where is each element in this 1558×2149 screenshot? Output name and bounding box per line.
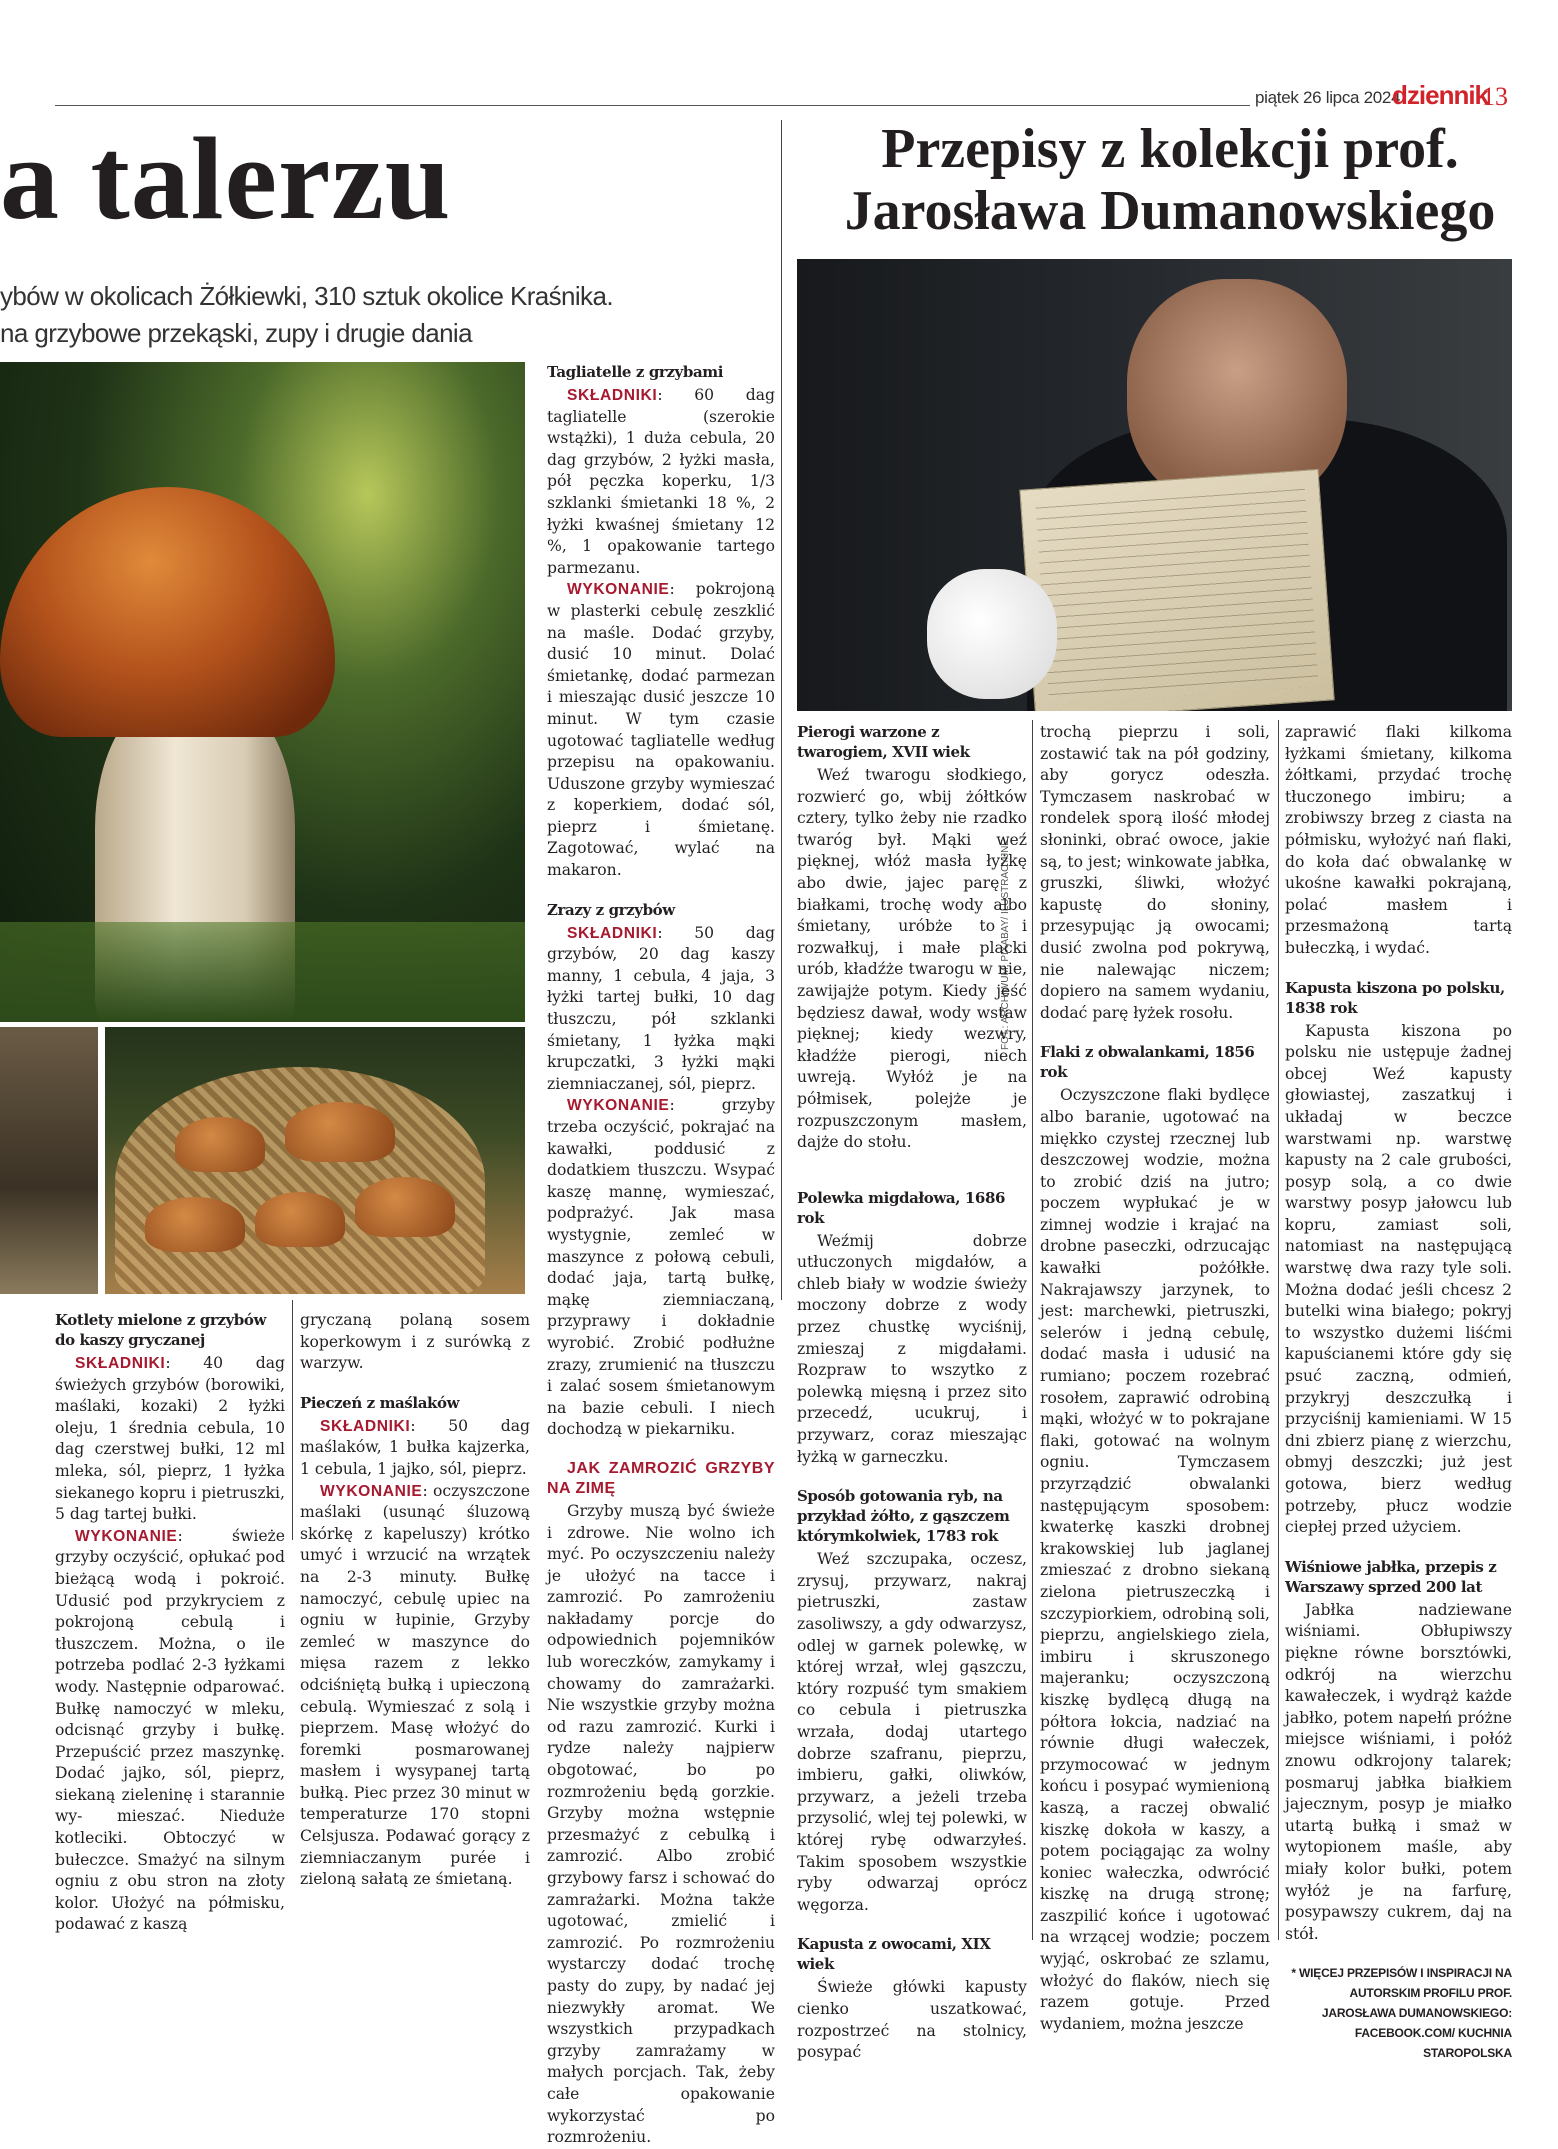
old-manuscript — [1019, 469, 1334, 711]
headline-line: Przepisy z kolekcji prof. — [881, 118, 1459, 180]
recipe-ingredients — [547, 385, 775, 579]
recipe-body: Weź twarogu słodkiego, rozwierć go, wbij żółtków cztery, tylko żeby nie rzadko twaróg był. Mąki weź pięknej, włóż masła łyżkę abo dwie, jajec parę z białkami, trochę wody albo śmietany, uróbże to i rozwałkuj, i małe placki urób, kładźże twarogu w nie, zawijajże potym. Kiedy jeść będziesz dawał, wody wstaw pięknej; kiedy wezwry, kładźże pierogi, niech uwreją. Wyłóż je na półmisek, polejże je rozpuszczonym masłem, dajże do stołu. — [797, 766, 1027, 1152]
ingredients-text: : 60 dag tagliatelle (szerokie wstążki), 1 duża cebula, 20 dag grzybów, 2 łyżki masła, pół pęczka koperku, 1/3 szklanki śmietanki 18 %, 2 łyżki kwaśnej śmietany 12 %, 1 opakowanie tartego parmezanu. — [547, 386, 775, 577]
ingredients-text: : 40 dag świeżych grzybów (borowiki, maślaki, kozaki) 2 łyżki oleju, 1 średnia cebula, 10 dag czerstwej bułki, 12 ml mleka, sól, pieprz, 1 łyżka siekanego kopru i pietruszki, 5 dag tartej bułki. — [55, 1354, 285, 1524]
recipe-body: Świeże główki kapusty cienko uszatkować, rozpostrzeć na stolnicy, posypać — [797, 1978, 1027, 2062]
ingredients-label: SKŁADNIKI — [567, 387, 658, 404]
mushroom-cap — [0, 487, 335, 737]
recipe-title: Flaki z obwalankami, 1856 rok — [1040, 1043, 1255, 1082]
recipe-method — [547, 579, 775, 881]
recipe-title: Pierogi warzone z twarogiem, XVII wiek — [797, 723, 970, 761]
column-2 — [300, 1310, 530, 1891]
recipe-method — [300, 1481, 530, 1891]
facebook-promo-note: * WIĘCEJ PRZEPISÓW I INSPIRACJI NA AUTORSKIM PROFILU PROF. JAROSŁAWA DUMANOWSKIEGO: FACEBOOK.COM/ KUCHNIA STAROPOLSKA — [1291, 1966, 1512, 2061]
recipe-body: Jabłka nadziewane wiśniami. Obłupiwszy piękne równe borsztówki, odkrój na wierzchu kawałeczek, i wydrąż każde jabłko, potem napełń próżne miejsce wiśniami, i połóż znowu odkrojony talarek; posmaruj jabłka białkiem jajecznym, posyp je miałko utartą bułką i smaż w wytopionem maśle, aby miały kolor bułki, potem wyłóż je na farfurę, posypawszy cukrem, daj na stół. — [1285, 1600, 1512, 1943]
recipe-title: Tagliatelle z grzybami — [547, 363, 724, 381]
photo-credit: FOT.: ARCHIWUM, PIXABAY/ ILUSTRACYJNE — [1000, 839, 1011, 1050]
recipe-title: Zrazy z grzybów — [547, 900, 675, 919]
recipe-ingredients — [55, 1353, 285, 1526]
white-glove — [927, 569, 1057, 699]
method-label: WYKONANIE — [320, 1482, 423, 1500]
mushroom — [145, 1197, 245, 1252]
knife-photo — [0, 1027, 98, 1294]
recipe-title: Polewka migdałowa, 1686 rok — [797, 1188, 1006, 1227]
deck-line: ybów w okolicach Żółkiewki, 310 sztuk okolice Kraśnika. — [0, 281, 613, 311]
column-6 — [1285, 722, 1512, 2063]
mushroom — [255, 1192, 345, 1247]
column-divider — [292, 1300, 293, 1540]
recipe-title: Wiśniowe jabłka, przepis z Warszawy sprzed 200 lat — [1285, 1557, 1497, 1596]
recipe-method-continued: gryczaną polaną sosem koperkowym i z surówką z warzyw. — [300, 1311, 530, 1373]
sidebar-body: Grzyby muszą być świeże i zdrowe. Nie wolno ich myć. Po oczyszczeniu należy je ułożyć na tacce i zamrozić. Po zamrożeniu nakładamy porcje do odpowiednich pojemników lub woreczków, zamykamy i chowamy do zamrażarki. Nie wszystkie grzyby można od razu zamrozić. Kurki i rydze należy najpierw obgotować, bo po rozmrożeniu będą gorzkie. Grzyby można wstępnie przesmażyć z cebulką i zamrozić. Albo zrobić grzybowy farsz i schować do zamrażarki. Można także ugotować, zmielić i zamrozić. Po rozmrożeniu wystarczy dodać trochę pasty do zupy, by nadać jej niezwykły aromat. We wszystkich przypadkach grzyby zamrażamy w małych porcjach. Tak, żeby całe opakowanie wykorzystać po rozmrożeniu. — [547, 1501, 775, 2147]
method-label: WYKONANIE — [567, 1097, 670, 1115]
ingredients-label: SKŁADNIKI — [567, 924, 658, 942]
recipe-title: Pieczeń z maślaków — [300, 1393, 460, 1412]
recipe-method — [547, 1095, 775, 1441]
recipe-body-continued: trochą pieprzu i soli, zostawić tak na pół godziny, aby gorycz odeszła. Tymczasem naskrobać w rondelek sporą ilość młodej słoninki, obrać owoce, jakie są, to jest; winkowate jabłka, gruszki, śliwki, włożyć kapustę do słoniny, przesypując ją owocami; dusić zwolna pod pokrywą, nie nalewając niczem; dopiero na samem wydaniu, dodać parę łyżek rosołu. — [1040, 723, 1270, 1022]
method-label: WYKONANIE — [567, 581, 670, 599]
recipe-title: Kapusta z owocami, XIX wiek — [797, 1935, 991, 1974]
column-3 — [547, 362, 775, 2149]
column-1 — [55, 1310, 285, 1936]
column-4 — [797, 722, 1027, 2064]
deck-line: na grzybowe przekąski, zupy i drugie dania — [0, 318, 472, 348]
column-divider — [1032, 720, 1033, 1940]
ingredients-label: SKŁADNIKI — [320, 1417, 411, 1435]
method-text: : świeże grzyby oczyścić, opłukać pod bieżącą wodą i pokroić. Udusić pod przykryciem z pokrojoną cebulą i tłuszczem. Można, o ile potrzeba podlać 2-3 łyżkami wody. Następnie odparować. Bułkę namoczyć w mleku, odcisnąć grzyby i bułkę. Przepuścić przez maszynkę. Dodać jajko, sól, pieprz, siekaną zieleninę i starannie wy- mieszać. Nieduże kotleciki. Obtoczyć w bułeczce. Smażyć na silnym ogniu z obu stron na złoty kolor. Ułożyć na półmisku, podawać z kaszą — [55, 1526, 285, 1934]
mushroom — [175, 1117, 265, 1172]
header-rule — [55, 105, 1250, 106]
ingredients-text: : 50 dag maślaków, 1 bułka kajzerka, 1 cebula, 1 jajko, sól, pieprz. — [300, 1416, 530, 1478]
issue-date: piątek 26 lipca 2024 — [1255, 88, 1401, 107]
left-headline: a talerzu — [0, 113, 452, 244]
right-headline — [790, 118, 1550, 242]
column-divider — [781, 120, 782, 1300]
ingredients-label: SKŁADNIKI — [75, 1355, 166, 1372]
method-text: : grzyby trzeba oczyścić, pokrajać na kawałki, poddusić z dodatkiem tłuszczu. Wsypać kaszę mannę, wymieszać, podprażyć. Jak masa wystygnie, zemleć w maszynce z połową cebuli, dodać jaja, tartą bułkę, mąkę ziemniaczaną, przyprawy i dokładnie wyrobić. Zrobić podłużne zrazy, zrumienić na tłuszczu i zalać sosem śmietanowym na bazie cebuli. I niech dochodzą w piekarniku. — [547, 1096, 775, 1439]
recipe-ingredients — [547, 923, 775, 1096]
recipe-body: Oczyszczone flaki bydlęce albo baranie, ugotować na miękko czystej rzecznej lub deszczowej wodzie, można to zrobić dziś na jutro; poczem wypłukać je w zimnej wodzie i krajać na drobne paseczki, odrzucając kawałki pożółkłe. Nakrajawszy jarzynek, to jest: marchewki, pietruszki, selerów i jedną cebulę, dodać masła i udusić na rumiano; poczem rozebrać rosołem, zaprawić odrobiną mąki, włożyć w to pokrajane flaki, gotować na wolnym ogniu. Tymczasem przyrządzić obwalanki następującym sposobem: kwaterkę kaszki drobnej krakowskiej lub jaglanej zmieszać z drobno siekaną zielona pietruszeczką i szczypiorkiem, odrobiną soli, pieprzu, angielskiego ziela, imbiru i skruszonego majeranku; oczyszczoną kiszkę bydlęcą długą na półtora łokcia, nadziać na równie długi wałeczek, przymocować w jednym końcu i posypać wymienioną kaszą, a raczej obwalić kiszkę dokoła w kaszy, a potem pociągając za wolny koniec wałeczka, odwrócić kiszkę na drugą stronę; zaszpilić końce i ugotować na wrzącej wodzie; poczem wyjąć, oskrobać ze szlamu, włożyć do flaków, niech się razem gotuje. Przed wydaniem, można jeszcze — [1040, 1086, 1270, 2033]
recipe-body: Weźmij dobrze utłuczonych migdałów, a chleb biały w wodzie świeży moczony dobrze z wody przez chustkę wyciśnij, zmieszaj z migdałami. Rozpraw to wszytko z polewką mięsną i przez sito przecedź, ucukruj, i przywarz, coraz mieszając łyżką w garneczku. — [797, 1231, 1027, 1466]
recipe-title: Kapusta kiszona po polsku, 1838 rok — [1285, 978, 1505, 1017]
left-deck — [0, 278, 613, 352]
ingredients-text: : 50 dag grzybów, 20 dag kaszy manny, 1 cebula, 4 jaja, 3 łyżki tartej bułki, 10 dag tłuszczu, pół szklanki śmietany, 1 łyżka mąki krupczatki, 3 łyżki mąki ziemniaczanej, sól, pieprz. — [547, 923, 775, 1093]
recipe-ingredients — [300, 1416, 530, 1481]
boletus-photo — [0, 362, 525, 1022]
method-text: : oczyszczone maślaki (usunąć śluzową skórkę z kapeluszy) krótko umyć i wrzucić na wrzątek na 2-3 minuty. Bułkę namoczyć, cebulę upiec na ogniu w łupinie, Grzyby zemleć w maszynce do mięsa razem z lekko odciśniętą bułką i upieczoną cebulą. Wymieszać z solą i pieprzem. Masę włożyć do foremki posmarowanej masłem i wysypanej tartą bułką. Piec przez 30 minut w temperaturze 170 stopni Celsjusza. Podawać gorący z ziemniaczanym purée i zieloną sałatą ze śmietaną. — [300, 1481, 530, 1889]
mushroom — [285, 1102, 395, 1162]
column-divider — [1278, 720, 1279, 1940]
mushroom — [355, 1177, 455, 1237]
basket-photo — [105, 1027, 525, 1294]
recipe-title: Kotlety mielone z grzybów do kaszy gryczanej — [55, 1311, 267, 1349]
moss — [0, 922, 525, 1022]
sidebar-heading: JAK ZAMROZIĆ GRZYBY NA ZIMĘ — [547, 1459, 775, 1497]
column-5 — [1040, 722, 1270, 2035]
headline-line: Jarosława Dumanowskiego — [844, 180, 1496, 242]
newspaper-logo: dziennik — [1392, 80, 1489, 110]
recipe-title: Sposób gotowania ryb, na przykład żółto, z gąszczem którymkolwiek, 1783 rok — [797, 1487, 1010, 1546]
recipe-method — [55, 1526, 285, 1936]
recipe-body: Weź szczupaka, oczesz, zrysuj, przywarz, nakraj pietruszki, zastaw zasoliwszy, a gdy odwarzysz, odlej w garnek polewkę, w której wrzał, wlej gąszczu, który rozpuść tym smakiem co cebula i pietruszka wrzała, dodaj utartego dobrze szafranu, pieprzu, imbieru, gałki, oliwków, przywarz, a jeżeli trzeba przysolić, wlej tej polewki, w której rybę odwarzyłeś. Takim sposobem wszystkie ryby odwarzaj oprócz węgorza. — [797, 1550, 1027, 1914]
recipe-body-continued: zaprawić flaki kilkoma łyżkami śmietany, kilkoma żółtkami, przydać trochę tłuczonego imbiru; a zrobiwszy brzeg z ciasta na półmisku, wyłożyć nań flaki, do koła dać obwalankę w ukośne kawałki pokrajaną, polać masłem i przesmażoną tartą bułeczką, i wydać. — [1285, 723, 1512, 957]
recipe-body: Kapusta kiszona po polsku nie ustępuje żadnej obcej Weź kapusty głowiastej, zaszatkuj i układaj w beczce warstwami np. warstwę kapusty na 2 cale grubości, posyp solą, a co dwie warstwy posyp jałowcu lub kopru, zamiast soli, natomiast na następującą warstwę dwa razy tyle soli. Można dodać jeśli chcesz 2 butelki wina białego; pokryj to wszystko dużemi liśćmi kapuścianemi które gdy się psuć zaczną, odmień, przykryj deszczułką i przyciśnij kamieniami. W 15 dni zbierz pianę z wierzchu, obmyj deszczki; już jest gotowa, bierz według potrzeby, płucz wodzie ciepłej przed użyciem. — [1285, 1021, 1512, 1537]
professor-photo — [797, 259, 1512, 711]
method-text: : pokrojoną w plasterki cebulę zeszklić na maśle. Dodać grzyby, dusić 10 minut. Dolać śmietankę, dodać parmezan i mieszając dusić jeszcze 10 minut. W tym czasie ugotować tagliatelle według przepisu na opakowaniu. Uduszone grzyby wymieszać z koperkiem, dodać sól, pieprz i śmietanę. Zagotować, wylać na makaron. — [547, 580, 775, 880]
method-label: WYKONANIE — [75, 1527, 178, 1545]
page-number: 13 — [1482, 82, 1508, 111]
